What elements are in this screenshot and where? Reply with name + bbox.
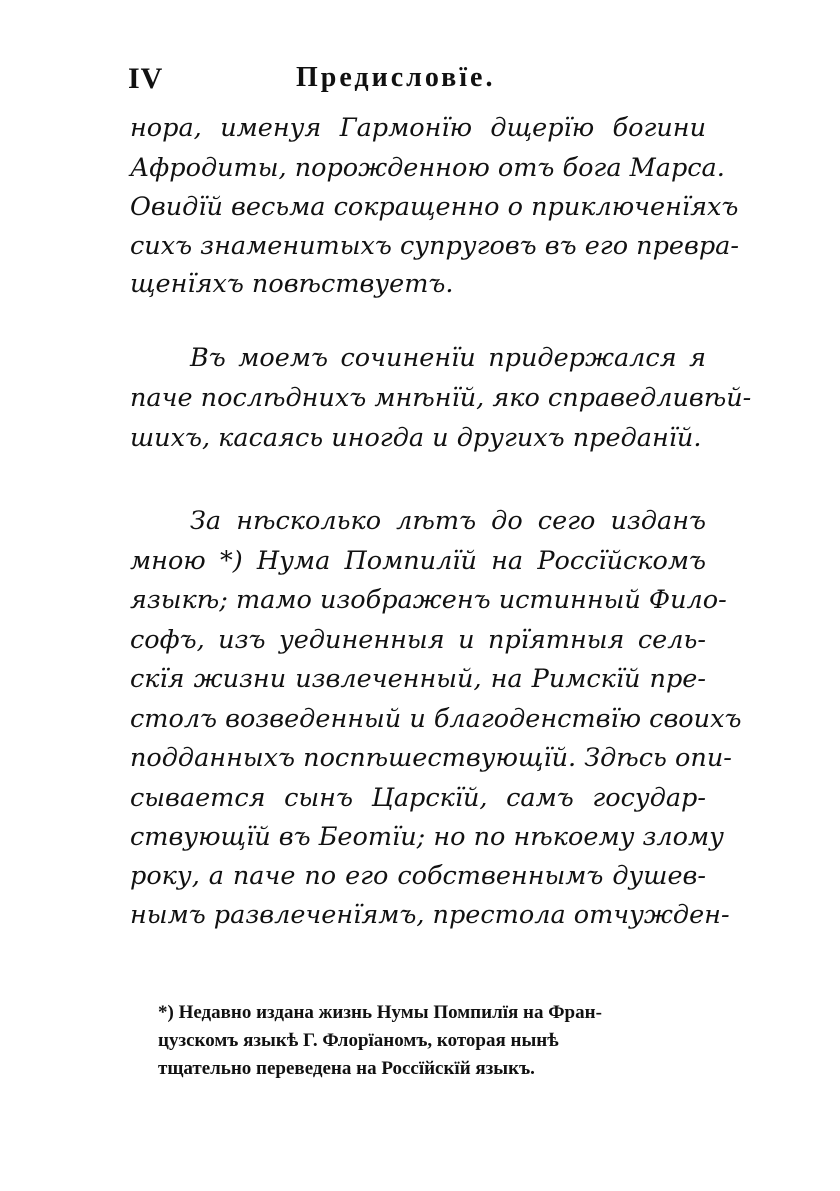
text-line: паче послѣднихъ мнѣнїй, яко справедливѣй-: [130, 383, 752, 413]
text-line: ствующїй въ Беотїи; но по нѣкоему злому: [130, 822, 724, 852]
text-line: софъ, изъ уединенныя и прїятныя сель-: [130, 625, 706, 655]
text-line: Въ моемъ сочиненїи придержался я: [190, 343, 706, 373]
text-line: скїя жизни извлеченный, на Римскїй пре-: [130, 664, 706, 694]
page-number: IV: [128, 62, 164, 95]
text-line: року, а паче по его собственнымъ душев-: [130, 861, 706, 891]
text-line: За нѣсколько лѣтъ до сего изданъ: [190, 506, 706, 536]
text-line: языкѣ; тамо изображенъ истинный Фило-: [130, 585, 727, 615]
footnote-line: *) Недавно издана жизнь Нумы Помпилїя на Фран-: [158, 1002, 602, 1023]
footnote-line: тщательно переведена на Россїйскїй языкъ.: [158, 1058, 535, 1079]
page-header: [128, 62, 708, 102]
text-line: подданныхъ поспѣшествующїй. Здѣсь опи-: [130, 743, 732, 773]
text-line: столъ возведенный и благоденствїю своихъ: [130, 704, 742, 734]
text-line: шихъ, касаясь иногда и другихъ преданїй.: [130, 423, 702, 453]
running-head: Предисловїе.: [296, 62, 496, 93]
text-line: сывается сынъ Царскїй, самъ государ-: [130, 783, 706, 813]
text-line: мною *) Нума Помпилїй на Россїйскомъ: [130, 546, 706, 576]
text-line: нора, именуя Гармонїю дщерїю богини: [130, 113, 706, 143]
text-line: щенїяхъ повѣствуетъ.: [130, 269, 454, 299]
text-line: Афродиты, порожденною отъ бога Марса.: [130, 153, 725, 183]
footnote-line: цузскомъ языкѣ Г. Флорїаномъ, которая нынѣ: [158, 1030, 559, 1051]
text-line: нымъ развлеченїямъ, престола отчужден-: [130, 900, 730, 930]
text-line: сихъ знаменитыхъ супруговъ въ его превра-: [130, 231, 739, 261]
text-line: Овидїй весьма сокращенно о приключенїяхъ: [130, 192, 739, 222]
